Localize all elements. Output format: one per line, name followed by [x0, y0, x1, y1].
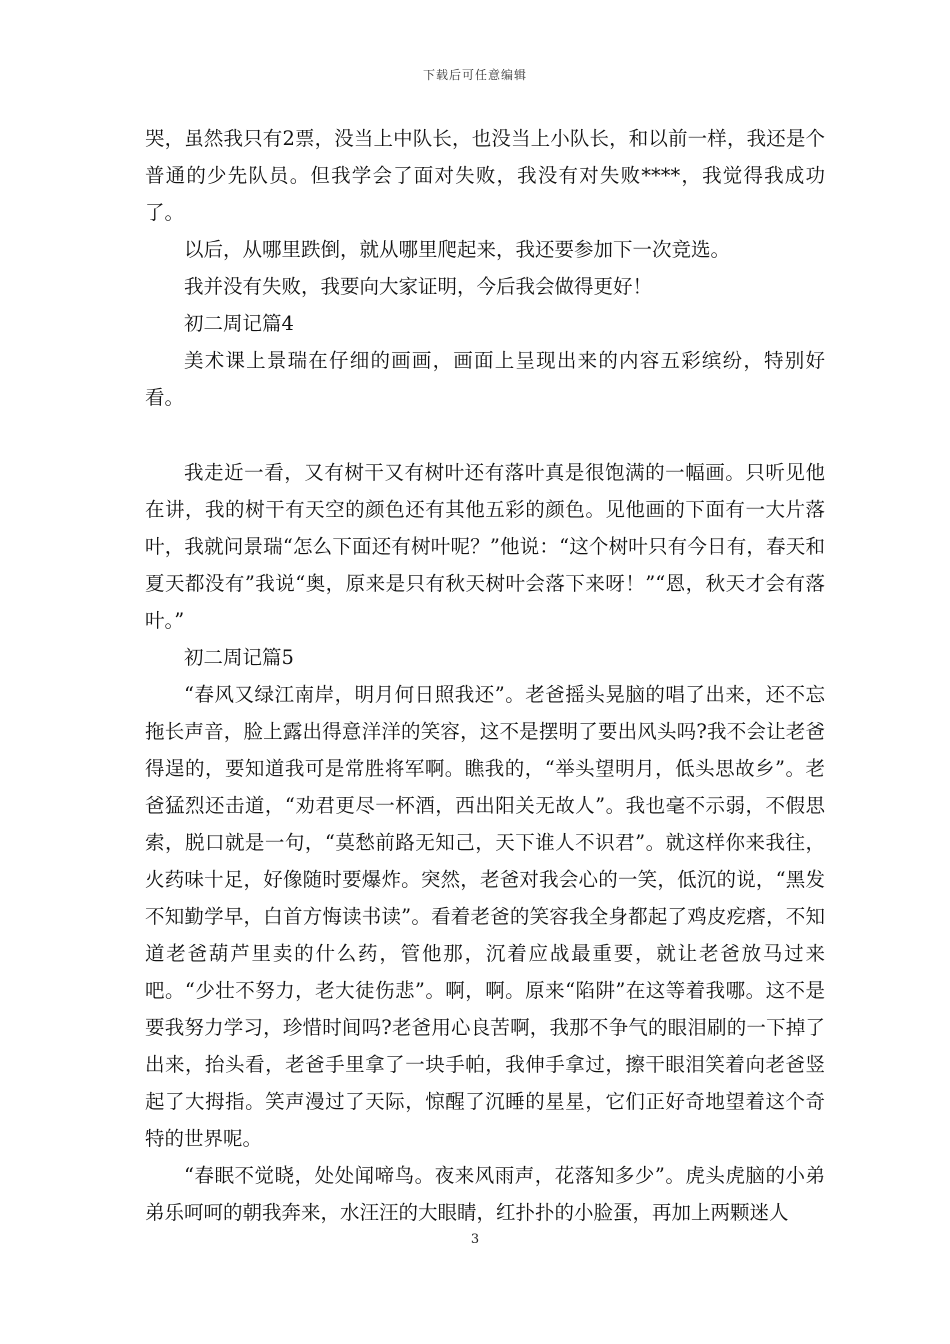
paragraph: “春眠不觉晓，处处闻啼鸟。夜来风雨声，花落知多少”。虎头虎脑的小弟弟乐呵呵的朝我奔来，水汪汪的大眼睛，红扑扑的小脸蛋，再加上两颗迷人 [145, 1164, 825, 1224]
paragraph: 美术课上景瑞在仔细的画画，画面上呈现出来的内容五彩缤纷，特别好看。 [145, 349, 825, 409]
page-header: 下载后可任意编辑 [422, 68, 527, 82]
page-number: 3 [470, 1232, 480, 1247]
paragraph-continuation: 哭，虽然我只有2票，没当上中队长，也没当上小队长，和以前一样，我还是个普通的少先队员。但我学会了面对失败，我没有对失败****，我觉得我成功了。 [145, 127, 825, 224]
section-heading-4: 初二周记篇4 [184, 312, 294, 335]
paragraph: 我走近一看，又有树干又有树叶还有落叶真是很饱满的一幅画。只听见他在讲，我的树干有天空的颜色还有其他五彩的颜色。见他画的下面有一大片落叶，我就问景瑞“怎么下面还有树叶呢？”他说：“这个树叶只有今日有，春天和夏天都没有”我说“奥，原来是只有秋天树叶会落下来呀！”“恩，秋天才会有落叶。” [145, 461, 825, 632]
paragraph: 我并没有失败，我要向大家证明，今后我会做得更好！ [184, 275, 653, 298]
paragraph: “春风又绿江南岸，明月何日照我还”。老爸摇头晃脑的唱了出来，还不忘拖长声音，脸上露出得意洋洋的笑容，这不是摆明了要出风头吗?我不会让老爸得逞的，要知道我可是常胜将军啊。瞧我的，“举头望明月，低头思故乡”。老爸猛烈还击道，“劝君更尽一杯酒，西出阳关无故人”。我也毫不示弱，不假思索，脱口就是一句，“莫愁前路无知己，天下谁人不识君”。就这样你来我往，火药味十足，好像随时要爆炸。突然，老爸对我会心的一笑，低沉的说，“黑发不知勤学早，白首方悔读书读”。看着老爸的笑容我全身都起了鸡皮疙瘩，不知道老爸葫芦里卖的什么药，管他那，沉着应战最重要，就让老爸放马过来吧。“少壮不努力，老大徒伤悲”。啊，啊。原来“陷阱”在这等着我哪。这不是要我努力学习，珍惜时间吗?老爸用心良苦啊，我那不争气的眼泪刷的一下掉了出来，抬头看，老爸手里拿了一块手帕，我伸手拿过，擦干眼泪笑着向老爸竖起了大拇指。笑声漫过了天际，惊醒了沉睡的星星，它们正好奇地望着这个奇特的世界呢。 [145, 683, 825, 1150]
paragraph: 以后，从哪里跌倒，就从哪里爬起来，我还要参加下一次竞选。 [184, 238, 731, 261]
blank-line [145, 416, 825, 454]
document-body [145, 120, 825, 1231]
section-heading-5: 初二周记篇5 [184, 646, 294, 669]
